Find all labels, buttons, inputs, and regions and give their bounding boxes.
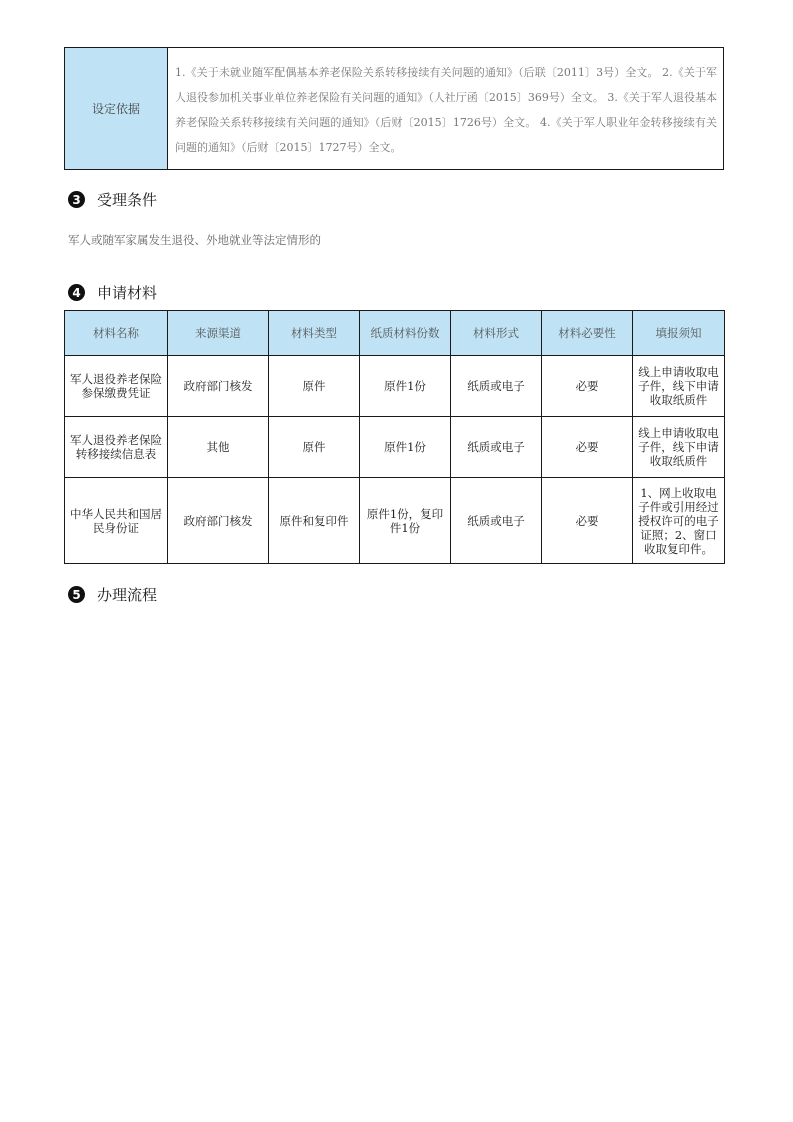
column-header: 材料名称 bbox=[65, 311, 168, 356]
table-cell: 军人退役养老保险参保缴费凭证 bbox=[65, 356, 168, 417]
table-cell: 必要 bbox=[542, 417, 633, 478]
table-cell: 中华人民共和国居民身份证 bbox=[65, 478, 168, 564]
section-title: 办理流程 bbox=[97, 586, 158, 604]
table-cell: 原件1份 bbox=[360, 356, 451, 417]
table-cell: 线上申请收取电子件，线下申请收取纸质件 bbox=[633, 417, 725, 478]
column-header: 材料必要性 bbox=[542, 311, 633, 356]
number-4-icon: 4 bbox=[68, 284, 85, 301]
number-3-icon: 3 bbox=[68, 191, 85, 208]
column-header: 来源渠道 bbox=[168, 311, 269, 356]
table-cell: 纸质或电子 bbox=[451, 417, 542, 478]
condition-text: 军人或随军家属发生退役、外地就业等法定情形的 bbox=[68, 233, 321, 247]
table-row bbox=[65, 356, 725, 417]
table-cell: 1、网上收取电子件或引用经过授权许可的电子证照；2、窗口收取复印件。 bbox=[633, 478, 725, 564]
table-cell: 军人退役养老保险转移接续信息表 bbox=[65, 417, 168, 478]
table-cell: 纸质或电子 bbox=[451, 478, 542, 564]
table-cell: 原件1份，复印件1份 bbox=[360, 478, 451, 564]
table-cell: 政府部门核发 bbox=[168, 478, 269, 564]
table-cell: 原件和复印件 bbox=[269, 478, 360, 564]
table-cell: 必要 bbox=[542, 356, 633, 417]
table-cell: 其他 bbox=[168, 417, 269, 478]
table-cell: 政府部门核发 bbox=[168, 356, 269, 417]
section-application-materials bbox=[68, 282, 157, 303]
column-header: 材料形式 bbox=[451, 311, 542, 356]
table-cell: 原件 bbox=[269, 417, 360, 478]
section-process-flow bbox=[68, 584, 157, 605]
table-cell: 原件1份 bbox=[360, 417, 451, 478]
section-title: 申请材料 bbox=[97, 284, 158, 302]
table-cell: 线上申请收取电子件，线下申请收取纸质件 bbox=[633, 356, 725, 417]
basis-content: 1.《关于未就业随军配偶基本养老保险关系转移接续有关问题的通知》（后联〔2011〕3号）全文。 2.《关于军人退役参加机关事业单位养老保险有关问题的通知》（人社厅函〔2015〕369号）全文。 3.《关于军人退役基本养老保险关系转移接续有关问题的通知》（后财〔2015〕1726号）全文。 4.《关于军人职业年金转移接续有关问题的通知》（后财〔2015〕1727号）全文。 bbox=[168, 48, 724, 170]
basis-label: 设定依据 bbox=[65, 48, 168, 170]
column-header: 材料类型 bbox=[269, 311, 360, 356]
column-header: 纸质材料份数 bbox=[360, 311, 451, 356]
column-header: 填报须知 bbox=[633, 311, 725, 356]
table-row bbox=[65, 478, 725, 564]
section-acceptance-conditions bbox=[68, 189, 157, 210]
table-cell: 必要 bbox=[542, 478, 633, 564]
materials-table bbox=[64, 310, 725, 564]
number-5-icon: 5 bbox=[68, 586, 85, 603]
table-row bbox=[65, 417, 725, 478]
table-header-row bbox=[65, 311, 725, 356]
section-title: 受理条件 bbox=[97, 191, 158, 209]
basis-table bbox=[64, 47, 724, 170]
table-cell: 原件 bbox=[269, 356, 360, 417]
table-cell: 纸质或电子 bbox=[451, 356, 542, 417]
